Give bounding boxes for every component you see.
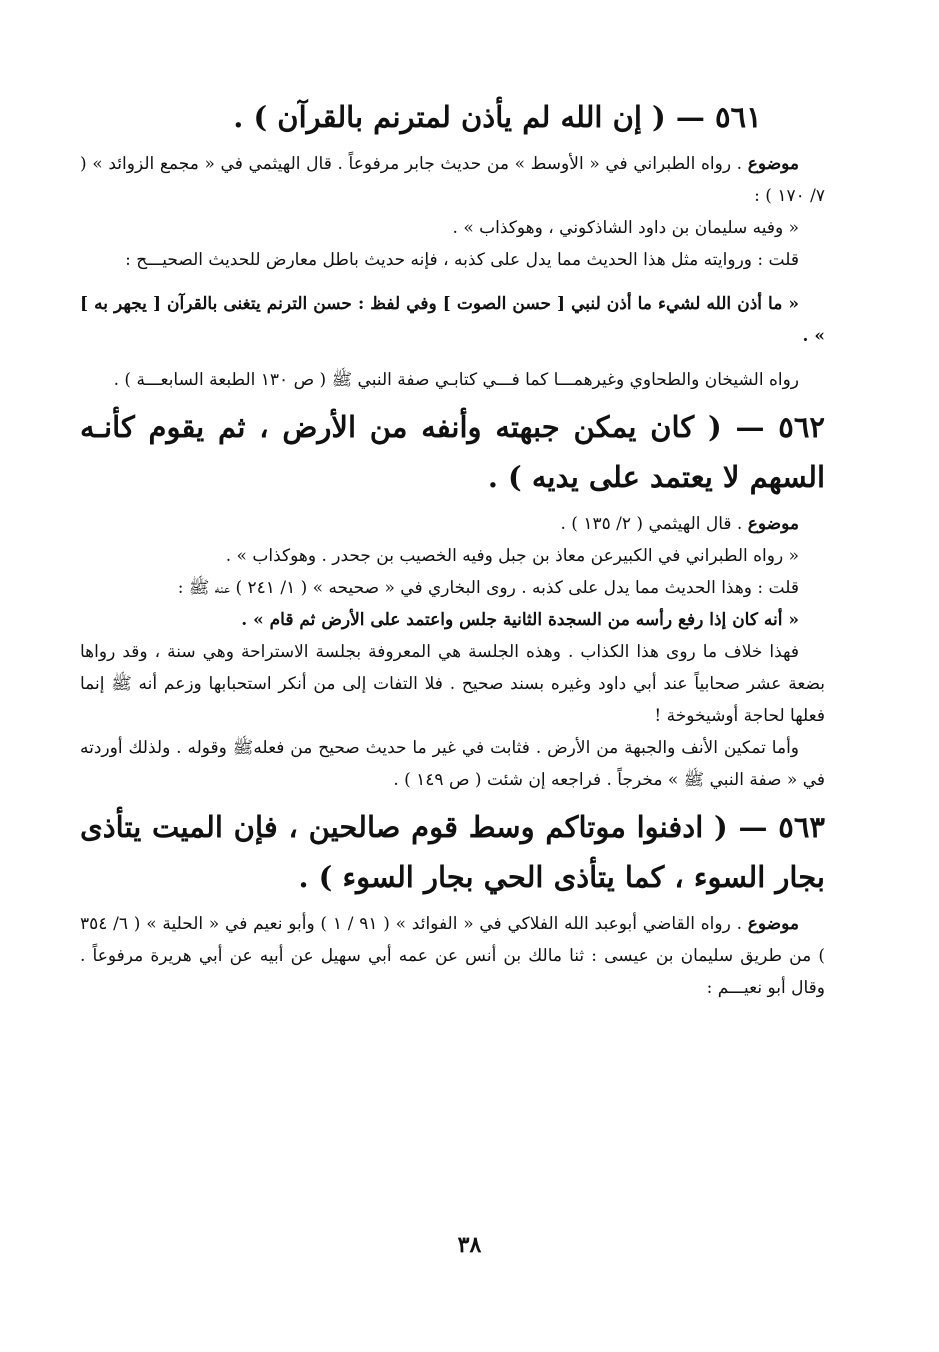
hadith-562-comment: قلت : وهذا الحديث مما يدل على كذبه . روى البخاري في « صحيحه » ( ١/ ٢٤١ ) عنه ﷺ :	[177, 578, 799, 598]
hadith-561-quote: « وفيه سليمان بن داود الشاذكوني ، وهوكذاب » .	[452, 218, 799, 238]
hadith-563-grade-text: . رواه القاضي أبوعبد الله الفلاكي في « الفوائد » ( ٩١ / ١ ) وأبو نعيم في « الحلية » ( ٦/ ٣٥٤ ) من طريق سليمان بن عيسى : ثنا مالك بن أنس عن عمه أبي سهيل عن أبيه عن أبي هريرة مرفوعاً . وقال أبو نعيـــم :	[80, 914, 825, 998]
hadith-561	[80, 92, 825, 396]
hadith-561-grade-text: . رواه الطبراني في « الأوسط » من حديث جابر مرفوعاً . قال الهيثمي في « مجمع الزوائد » ( ٧/ ١٧٠ ) :	[80, 154, 825, 206]
hadith-562-title: ٥٦٢ — ( كان يمكن جبهته وأنفه من الأرض ، ثم يقوم كأنـه السهم لا يعتمد على يديه ) .	[80, 410, 825, 494]
hadith-562-sahih-text: « أنه كان إذا رفع رأسه من السجدة الثانية جلس واعتمد على الأرض ثم قام » .	[241, 610, 799, 630]
hadith-562-grade-text: . قال الهيثمي ( ٢/ ١٣٥ ) .	[560, 514, 743, 534]
hadith-561-sahih-text: « ما أذن الله لشيء ما أذن لنبي [ حسن الصوت ] وفي لفظ : حسن الترنم يتغنى بالقرآن [ يجهر به ] » .	[80, 294, 825, 346]
hadith-562-grade-label: موضوع	[747, 514, 799, 534]
hadith-562	[80, 402, 825, 796]
hadith-561-grading	[80, 148, 825, 212]
hadith-562-quote: « رواه الطبراني في الكبيرعن معاذ بن جبل وفيه الخصيب بن جحدر . وهوكذاب » .	[225, 546, 799, 566]
hadith-563-title: ٥٦٣ — ( ادفنوا موتاكم وسط قوم صالحين ، فإن الميت يتأذى بجار السوء ، كما يتأذى الحي بجار السوء ) .	[80, 810, 825, 894]
page-number: ٣٨	[457, 1232, 482, 1258]
hadith-563-grade-label: موضوع	[747, 914, 799, 934]
hadith-562-grading	[80, 508, 825, 540]
hadith-562-paragraph-1: فهذا خلاف ما روى هذا الكذاب . وهذه الجلسة هي المعروفة بجلسة الاستراحة وهي سنة ، وقد رواها بضعة عشر صحابياً عند أبي داود وغيره بسند صحيح . فلا التفات إلى من أنكر استحبابها وزعم أنه ﷺ إنما فعلها لحاجة أوشيخوخة !	[80, 642, 825, 726]
hadith-561-source: رواه الشيخان والطحاوي وغيرهمـــا كما فـــي كتابـي صفة النبي ﷺ ( ص ١٣٠ الطبعة السابعـــة ) .	[113, 370, 799, 390]
hadith-563	[80, 802, 825, 1004]
hadith-563-grading	[80, 908, 825, 1004]
hadith-561-comment: قلت : وروايته مثل هذا الحديث مما يدل على كذبه ، فإنه حديث باطل معارض للحديث الصحيـــح :	[125, 250, 799, 270]
hadith-561-title: ٥٦١ — ( إن الله لم يأذن لمترنم بالقرآن ) .	[233, 100, 762, 134]
hadith-562-paragraph-2: وأما تمكين الأنف والجبهة من الأرض . فثابت في غير ما حديث صحيح من فعلهﷺ وقوله . ولذلك أوردته في « صفة النبي ﷺ » مخرجاً . فراجعه إن شئت ( ص ١٤٩ ) .	[80, 738, 825, 790]
hadith-561-grade-label: موضوع	[747, 154, 800, 174]
book-page	[80, 92, 825, 1004]
